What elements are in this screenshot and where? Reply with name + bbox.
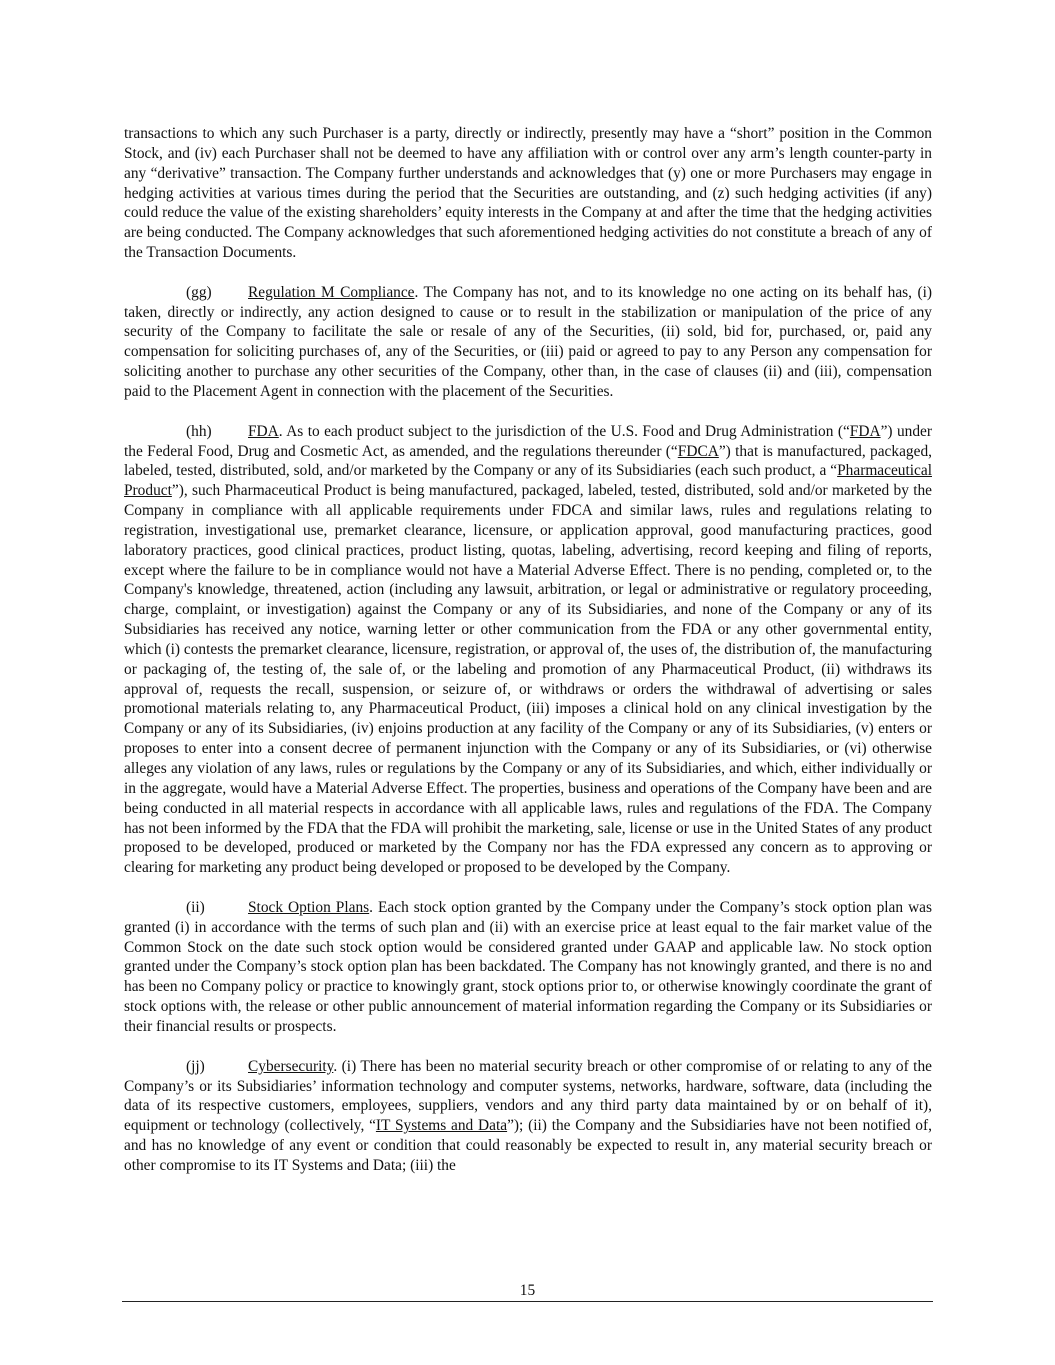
fda-defined-term: FDA xyxy=(849,422,881,440)
section-jj-text-1: . (i) There has been no material security breach or other compromise of or relating to any of the Company’s or its Subsidiaries’ information technology and computer systems, networks, hardware, software, data (including the data of its respective customers, employees, suppliers, vendors and any third party data maintained by or on behalf of it), equipment or technology (collectively, “ xyxy=(124,1057,932,1135)
section-jj-number: (jj) xyxy=(186,1057,205,1075)
continuation-paragraph xyxy=(124,124,932,263)
section-hh-text-1: . As to each product subject to the jurisdiction of the U.S. Food and Drug Administration (“ xyxy=(278,422,850,440)
section-jj-title: Cybersecurity xyxy=(248,1057,334,1075)
section-hh xyxy=(124,422,932,878)
section-hh-title: FDA xyxy=(248,422,279,440)
section-gg xyxy=(124,283,932,402)
pharmaceutical-product-defined-term: Pharmaceutical Product xyxy=(124,462,932,500)
fdca-defined-term: FDCA xyxy=(677,442,719,460)
section-ii-number: (ii) xyxy=(186,898,205,916)
section-hh-number: (hh) xyxy=(186,422,212,440)
section-ii-text: . Each stock option granted by the Company under the Company’s stock option plan was granted (i) in accordance with the terms of such plan and (ii) with an exercise price at least equal to the fair market value of the Common Stock on the date such stock option would be considered granted under GAAP and applicable law. No stock option granted under the Company’s stock option plan has been backdated. The Company has not knowingly granted, and there is no and has been no Company policy or practice to knowingly grant, stock options prior to, or otherwise knowingly coordinate the grant of stock options with, the release or other public announcement of material information regarding the Company or its Subsidiaries or their financial results or prospects. xyxy=(124,898,933,1035)
footer-rule xyxy=(122,1301,933,1302)
section-gg-text: . The Company has not, and to its knowledge no one acting on its behalf has, (i) taken, directly or indirectly, any action designed to cause or to result in the stabilization or manipulation of the price of any security of the Company to facilitate the sale or resale of any of the Securities, (ii) sold, bid for, purchased, or, paid any compensation for soliciting purchases of, any of the Securities, or (iii) paid or agreed to pay to any Person any compensation for soliciting another to purchase any other securities of the Company, other than, in the case of clauses (ii) and (iii), compensation paid to the Placement Agent in connection with the placement of the Securities. xyxy=(124,283,932,400)
continuation-text: transactions to which any such Purchaser is a party, directly or indirectly, presently may have a “short” position in the Common Stock, and (iv) each Purchaser shall not be deemed to have any affiliation with or control over any arm’s length counter-party in any “derivative” transaction. The Company further understands and acknowledges that (y) one or more Purchasers may engage in hedging activities at various times during the period that the Securities are outstanding, and (z) such hedging activities (if any) could reduce the value of the existing shareholders’ equity interests in the Company at and after the time that the hedging activities are being conducted. The Company acknowledges that such aforementioned hedging activities do not constitute a breach of any of the Transaction Documents. xyxy=(124,125,932,262)
section-gg-title: Regulation M Compliance xyxy=(248,283,415,301)
section-jj xyxy=(124,1057,932,1176)
document-page xyxy=(124,124,932,1196)
section-hh-text-3: ”) that is manufactured, packaged, labeled, tested, distributed, sold, and/or marketed by the Company or any of its Subsidiaries (each such product, a “ xyxy=(124,442,932,480)
section-hh-text-2: ”) under the Federal Food, Drug and Cosmetic Act, as amended, and the regulations thereunder (“ xyxy=(124,422,932,460)
section-gg-number: (gg) xyxy=(186,283,212,301)
section-ii-title: Stock Option Plans xyxy=(248,898,370,916)
section-hh-text-4: ”), such Pharmaceutical Product is being manufactured, packaged, labeled, tested, distributed, sold and/or marketed by the Company in compliance with all applicable requirements under FDCA and similar laws, rules and regulations relating to registration, investigational use, premarket clearance, licensure, or application approval, good manufacturing practices, good laboratory practices, good clinical practices, product listing, quotas, labeling, advertising, record keeping and filing of reports, except where the failure to be in compliance would not have a Material Adverse Effect. There is no pending, completed or, to the Company's knowledge, threatened, action (including any lawsuit, arbitration, or legal or administrative or regulatory proceeding, charge, complaint, or investigation) against the Company or any of its Subsidiaries, and none of the Company or any of its Subsidiaries has received any notice, warning letter or other communication from the FDA or any other governmental entity, which (i) contests the premarket clearance, licensure, registration, or approval of, the uses of, the distribution of, the manufacturing or packaging of, the testing of, the sale of, or the labeling and promotion of any Pharmaceutical Product, (ii) withdraws its approval of, requests the recall, suspension, or seizure of, or withdraws or orders the withdrawal of advertising or sales promotional materials relating to, any Pharmaceutical Product, (iii) imposes a clinical hold on any clinical investigation by the Company or any of its Subsidiaries, (iv) enjoins production at any facility of the Company or any of its Subsidiaries, (v) enters or proposes to enter into a consent decree of permanent injunction with the Company or any of its Subsidiaries, or (vi) otherwise alleges any violation of any laws, rules or regulations by the Company or any of its Subsidiaries, and which, either individually or in the aggregate, would have a Material Adverse Effect. The properties, business and operations of the Company have been and are being conducted in all material respects in accordance with all applicable laws, rules and regulations of the FDA. The Company has not been informed by the FDA that the FDA will prohibit the marketing, sale, license or use in the United States of any product proposed to be developed, produced or marketed by the Company nor has the FDA expressed any concern as to approving or clearing for marketing any product being developed or proposed to be developed by the Company. xyxy=(124,482,932,877)
it-systems-defined-term: IT Systems and Data xyxy=(375,1117,508,1135)
section-jj-text-2: ”); (ii) the Company and the Subsidiaries have not been notified of, and has no knowledge of any event or condition that could reasonably be expected to result in, any material security breach or other compromise to its IT Systems and Data; (iii) the xyxy=(124,1117,932,1174)
section-ii xyxy=(124,898,932,1037)
page-number: 15 xyxy=(519,1282,536,1299)
